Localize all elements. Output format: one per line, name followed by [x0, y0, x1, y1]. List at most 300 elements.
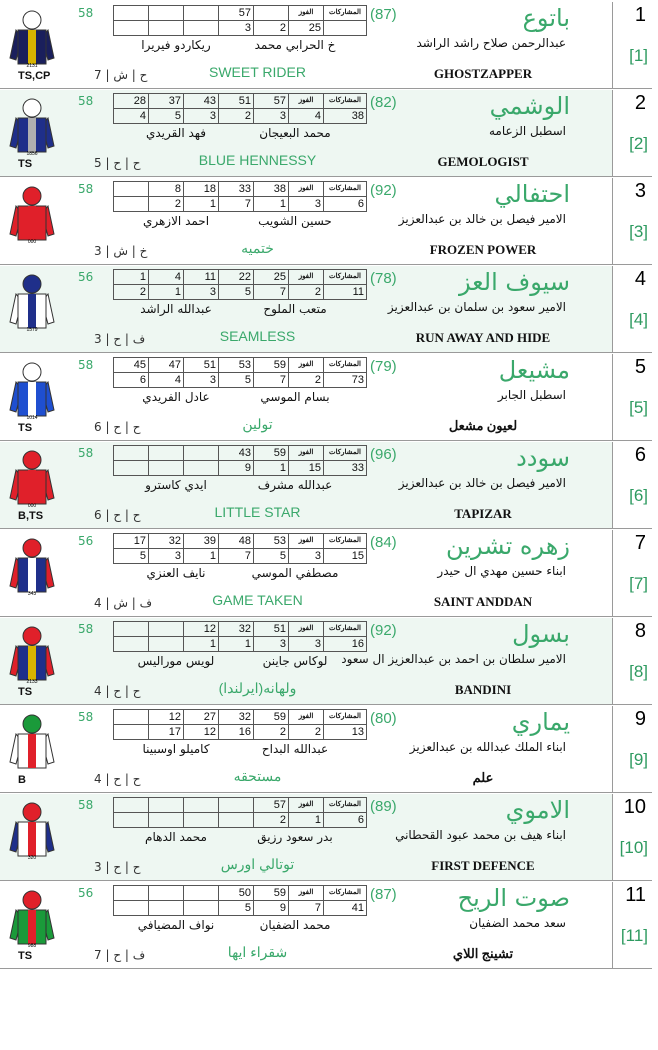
stats-row-2 [114, 373, 367, 388]
silk-accent [28, 558, 36, 592]
sire-name: BANDINI [454, 682, 512, 697]
sire-name: تشينج اللاي [452, 946, 514, 961]
stat-cell: 27 [184, 710, 219, 725]
stat-cell: 25 [289, 21, 324, 36]
runner-number: 8 [634, 620, 646, 642]
runner-row[interactable] [0, 2, 652, 89]
rating: (87) [370, 6, 397, 23]
stats-table [113, 93, 367, 124]
recent-form: ف | ح | 3 [94, 332, 146, 346]
stats-row-1 [114, 622, 367, 637]
jockey-name: ريكاردو فيريرا [141, 38, 211, 52]
stats-row-1 [114, 710, 367, 725]
stats-row-2 [114, 725, 367, 740]
stat-cell: 3 [289, 637, 324, 652]
sire-name: علم [472, 770, 494, 785]
stat-cell [114, 886, 149, 901]
stat-cell: 38 [254, 182, 289, 197]
runner-row[interactable] [0, 178, 652, 265]
stat-cell: 9 [219, 461, 254, 476]
silk-accent [28, 910, 36, 944]
stat-cell: 57 [254, 94, 289, 109]
number-column [612, 2, 652, 88]
owner-name: الامير فيصل بن خالد بن عبدالعزيز [398, 212, 566, 226]
wins-header: الفوز [289, 886, 324, 901]
stat-cell: 4 [114, 109, 149, 124]
rating: (79) [370, 358, 397, 375]
jockey-name: نايف العنزي [146, 566, 206, 580]
owner-name: الامير فيصل بن خالد بن عبدالعزيز [398, 476, 566, 490]
stat-cell: 5 [254, 549, 289, 564]
trainer-name: حسين الشويب [258, 214, 332, 228]
stat-cell [114, 197, 149, 212]
stat-cell: 4 [289, 109, 324, 124]
stats-row-1 [114, 6, 367, 21]
number-column [612, 90, 652, 176]
gear-codes: TS,CP [18, 70, 51, 82]
stat-cell: 38 [324, 109, 367, 124]
rating: (78) [370, 270, 397, 287]
stat-cell [149, 461, 184, 476]
wins-header: الفوز [289, 270, 324, 285]
trainer-name: بسام الموسي [260, 390, 330, 404]
starts-header: المشاركات [324, 798, 367, 813]
dam-name: LITTLE STAR [214, 504, 301, 520]
starts-header: المشاركات [324, 710, 367, 725]
stat-cell: 2 [289, 373, 324, 388]
weight: 58 [78, 798, 94, 812]
jockey-name: عبدالله الراشد [140, 302, 212, 316]
weight: 56 [78, 270, 94, 284]
stat-cell [184, 886, 219, 901]
stat-cell: 3 [184, 109, 219, 124]
stat-cell: 15 [289, 461, 324, 476]
jockey-name: عادل الفريدي [142, 390, 210, 404]
silk-accent [28, 470, 36, 504]
jockey-name: كاميلو اوسبينا [142, 742, 210, 756]
stat-cell [149, 886, 184, 901]
stat-cell [114, 461, 149, 476]
dam-name: GAME TAKEN [212, 592, 303, 608]
stat-cell: 1 [184, 549, 219, 564]
stat-cell: 32 [219, 622, 254, 637]
number-column [612, 354, 652, 440]
silk-number: 2133 [26, 679, 38, 684]
stat-cell: 1 [114, 270, 149, 285]
stat-cell: 59 [254, 446, 289, 461]
runner-row[interactable] [0, 794, 652, 881]
wins-header: الفوز [289, 622, 324, 637]
number-column [612, 178, 652, 264]
horse-name[interactable]: احتفالي [494, 180, 570, 208]
stat-cell: 7 [219, 197, 254, 212]
stat-cell: 13 [324, 725, 367, 740]
horse-name[interactable]: سيوف العز [458, 268, 570, 296]
stats-row-1 [114, 94, 367, 109]
jockey-silks-icon [8, 888, 56, 948]
stat-cell: 59 [254, 710, 289, 725]
wins-header: الفوز [289, 710, 324, 725]
stats-row-1 [114, 358, 367, 373]
silk-cap [23, 363, 41, 381]
recent-form: ح | ح | 4 [94, 772, 141, 786]
stat-cell: 7 [219, 549, 254, 564]
weight: 58 [78, 182, 94, 196]
stat-cell [114, 622, 149, 637]
silk-number: 343 [27, 591, 37, 596]
stat-cell: 11 [324, 285, 367, 300]
silk-cap [23, 715, 41, 733]
number-column [612, 794, 652, 880]
dam-name: توتالي اورس [220, 856, 295, 872]
stat-cell: 5 [219, 373, 254, 388]
stats-table [113, 709, 367, 740]
stat-cell: 4 [149, 373, 184, 388]
stat-cell [184, 901, 219, 916]
stat-cell: 45 [114, 358, 149, 373]
stat-cell: 41 [324, 901, 367, 916]
stat-cell: 57 [219, 6, 254, 21]
trainer-name: بدر سعود رزيق [257, 830, 333, 844]
starts-header: المشاركات [324, 886, 367, 901]
dam-name: SWEET RIDER [209, 64, 306, 80]
sire-name: FIRST DEFENCE [431, 858, 535, 873]
rating: (82) [370, 94, 397, 111]
dam-name: مستحقه [233, 768, 282, 784]
silk-number: 320 [27, 855, 37, 860]
silk-cap [23, 187, 41, 205]
gear-codes: B,TS [18, 510, 44, 522]
stat-cell [149, 6, 184, 21]
stat-cell: 25 [254, 270, 289, 285]
stats-row-2 [114, 637, 367, 652]
stat-cell [149, 446, 184, 461]
silk-accent [28, 822, 36, 856]
stat-cell: 59 [254, 358, 289, 373]
wins-header: الفوز [289, 6, 324, 21]
weight: 58 [78, 94, 94, 108]
stat-cell: 1 [254, 461, 289, 476]
horse-name[interactable]: يماري [511, 708, 570, 736]
stats-row-2 [114, 109, 367, 124]
recent-form: ف | ش | 4 [94, 596, 153, 610]
stat-cell [184, 813, 219, 828]
runner-row[interactable] [0, 266, 652, 353]
stat-cell: 33 [324, 461, 367, 476]
number-column [612, 706, 652, 792]
horse-name[interactable]: بسول [512, 620, 570, 648]
stat-cell [254, 6, 289, 21]
stat-cell [149, 813, 184, 828]
stat-cell: 17 [114, 534, 149, 549]
trainer-name: محمد البعيجان [259, 126, 331, 140]
stat-cell [114, 446, 149, 461]
owner-name: الامير سعود بن سلمان بن عبدالعزيز [387, 300, 566, 314]
gear-codes: TS [18, 950, 33, 962]
stat-cell: 32 [149, 534, 184, 549]
trainer-name: مصطفي الموسي [251, 566, 339, 580]
stat-cell: 6 [324, 197, 367, 212]
weight: 58 [78, 446, 94, 460]
jockey-silks-icon [8, 448, 56, 508]
runner-row[interactable] [0, 90, 652, 177]
stat-cell: 47 [149, 358, 184, 373]
stat-cell: 53 [219, 358, 254, 373]
stat-cell: 2 [254, 725, 289, 740]
stat-cell [184, 6, 219, 21]
stat-cell: 51 [254, 622, 289, 637]
horse-name[interactable]: الاموي [505, 796, 570, 824]
stat-cell: 3 [254, 637, 289, 652]
stat-cell: 1 [184, 197, 219, 212]
sire-name: TAPIZAR [454, 506, 512, 521]
draw-number: [4] [629, 310, 648, 329]
stat-cell [184, 21, 219, 36]
runner-number: 7 [634, 532, 646, 554]
sire-name: SAINT ANDDAN [433, 594, 533, 609]
stat-cell: 57 [254, 798, 289, 813]
wins-header: الفوز [289, 94, 324, 109]
draw-number: [5] [629, 398, 648, 417]
stat-cell: 2 [149, 197, 184, 212]
silk-number: 000 [27, 239, 37, 244]
starts-header: المشاركات [324, 534, 367, 549]
weight: 56 [78, 886, 94, 900]
stat-cell: 1 [149, 285, 184, 300]
draw-number: [6] [629, 486, 648, 505]
silk-number: 1856 [26, 151, 38, 156]
jockey-silks-icon [8, 800, 56, 860]
recent-form: خ | ش | 3 [94, 244, 148, 258]
stats-table [113, 533, 367, 564]
trainer-name: محمد الضفيان [259, 918, 331, 932]
runner-row[interactable] [0, 706, 652, 793]
number-column [612, 882, 652, 968]
silk-accent [28, 382, 36, 416]
recent-form: ف | ح | 7 [94, 948, 146, 962]
stat-cell: 43 [184, 94, 219, 109]
dam-name: تولين [242, 416, 273, 432]
stats-row-1 [114, 446, 367, 461]
recent-form: ح | ح | 5 [94, 156, 141, 170]
silk-accent [28, 734, 36, 768]
silk-number: 000 [27, 503, 37, 508]
stats-table [113, 797, 367, 828]
stat-cell [219, 798, 254, 813]
starts-header: المشاركات [324, 182, 367, 197]
recent-form: ح | ح | 6 [94, 420, 141, 434]
trainer-name: متعب الملوح [263, 302, 327, 316]
runner-row[interactable] [0, 882, 652, 969]
silk-cap [23, 11, 41, 29]
silk-cap [23, 99, 41, 117]
recent-form: ح | ح | 6 [94, 508, 141, 522]
runner-number: 10 [623, 796, 646, 818]
dam-name: SEAMLESS [219, 328, 296, 344]
silk-cap [23, 275, 41, 293]
starts-header: المشاركات [324, 358, 367, 373]
runner-row[interactable] [0, 442, 652, 529]
trainer-name: لوكاس جاينن [262, 654, 328, 668]
rating: (80) [370, 710, 397, 727]
jockey-silks-icon [8, 624, 56, 684]
draw-number: [10] [619, 838, 648, 857]
trainer-name: خ الحرابي محمد [254, 38, 336, 52]
stat-cell: 53 [254, 534, 289, 549]
stat-cell [114, 6, 149, 21]
stat-cell: 48 [219, 534, 254, 549]
stats-table [113, 269, 367, 300]
stat-cell [149, 901, 184, 916]
gear-codes: TS [18, 422, 33, 434]
dam-name: (ولهانه(ايرلندا [218, 680, 297, 696]
jockey-name: محمد الدهام [145, 830, 207, 844]
horse-name[interactable]: زهره تشرين [446, 532, 570, 560]
stat-cell: 6 [114, 373, 149, 388]
stat-cell: 7 [289, 901, 324, 916]
stat-cell: 28 [114, 94, 149, 109]
silk-cap [23, 451, 41, 469]
dam-name: BLUE HENNESSY [198, 152, 317, 168]
stats-table [113, 181, 367, 212]
number-column [612, 618, 652, 704]
gear-codes: TS [18, 158, 33, 170]
silk-number: 1014 [26, 415, 38, 420]
stats-table [113, 621, 367, 652]
stat-cell: 4 [149, 270, 184, 285]
owner-name: اسطبل الجابر [497, 388, 566, 402]
stat-cell [149, 798, 184, 813]
jockey-silks-icon [8, 272, 56, 332]
stat-cell: 16 [324, 637, 367, 652]
runner-number: 1 [634, 4, 646, 26]
owner-name: ابناء حسين مهدي ال حيدر [437, 564, 566, 578]
stats-row-1 [114, 270, 367, 285]
stat-cell: 7 [254, 285, 289, 300]
owner-name: الامير سلطان بن احمد بن عبدالعزيز ال سعود [341, 652, 566, 666]
stats-row-1 [114, 886, 367, 901]
stats-row-2 [114, 549, 367, 564]
jockey-silks-icon [8, 184, 56, 244]
stat-cell: 12 [149, 710, 184, 725]
silk-cap [23, 627, 41, 645]
starts-header: المشاركات [324, 270, 367, 285]
owner-name: ابناء هيف بن محمد عبود القحطاني [395, 828, 566, 842]
rating: (84) [370, 534, 397, 551]
horse-name[interactable]: سودد [516, 444, 570, 472]
stat-cell [114, 21, 149, 36]
recent-form: ح | ش | 7 [94, 68, 148, 82]
silk-number: 1579 [26, 327, 38, 332]
jockey-name: نواف المضيافي [137, 918, 215, 932]
rating: (87) [370, 886, 397, 903]
stat-cell: 3 [254, 109, 289, 124]
stat-cell [114, 798, 149, 813]
gear-codes: B [18, 774, 26, 786]
owner-name: سعد محمد الضفيان [469, 916, 566, 930]
stat-cell: 32 [219, 710, 254, 725]
stat-cell: 43 [219, 446, 254, 461]
stat-cell: 12 [184, 725, 219, 740]
stat-cell: 7 [254, 373, 289, 388]
starts-header: المشاركات [324, 94, 367, 109]
stat-cell: 5 [114, 549, 149, 564]
runner-row[interactable] [0, 618, 652, 705]
stat-cell: 22 [219, 270, 254, 285]
stat-cell: 3 [289, 197, 324, 212]
stat-cell: 2 [114, 285, 149, 300]
stats-row-1 [114, 798, 367, 813]
wins-header: الفوز [289, 446, 324, 461]
stat-cell: 2 [289, 725, 324, 740]
stat-cell [184, 461, 219, 476]
stat-cell: 12 [184, 622, 219, 637]
draw-number: [8] [629, 662, 648, 681]
stat-cell: 9 [254, 901, 289, 916]
weight: 58 [78, 358, 94, 372]
horse-name[interactable]: باتوع [522, 4, 570, 32]
runner-number: 11 [625, 884, 646, 906]
number-column [612, 266, 652, 352]
stats-table [113, 445, 367, 476]
runner-row[interactable] [0, 354, 652, 441]
recent-form: ح | ح | 3 [94, 860, 141, 874]
stat-cell: 39 [184, 534, 219, 549]
stat-cell: 6 [324, 813, 367, 828]
stats-row-1 [114, 534, 367, 549]
draw-number: [11] [620, 926, 648, 945]
horse-name[interactable]: صوت الريح [457, 884, 570, 912]
stat-cell: 5 [219, 285, 254, 300]
number-column [612, 442, 652, 528]
silk-number: 2131 [26, 63, 38, 68]
sire-name: لعيون مشعل [448, 418, 518, 433]
runner-number: 2 [634, 92, 646, 114]
silk-accent [28, 30, 36, 64]
silk-accent [28, 294, 36, 328]
runner-number: 6 [634, 444, 646, 466]
stat-cell: 15 [324, 549, 367, 564]
rating: (92) [370, 622, 397, 639]
sire-name: GEMOLOGIST [437, 154, 529, 169]
starts-header: المشاركات [324, 6, 367, 21]
horse-name[interactable]: الوشمي [489, 92, 570, 120]
jockey-name: ايدي كاسترو [145, 478, 207, 492]
dam-name: شقراء ايها [227, 944, 288, 960]
silk-cap [23, 803, 41, 821]
stat-cell: 17 [149, 725, 184, 740]
runner-row[interactable] [0, 530, 652, 617]
stats-table [113, 885, 367, 916]
stat-cell [114, 901, 149, 916]
stats-row-2 [114, 21, 367, 36]
stat-cell: 16 [219, 725, 254, 740]
runner-number: 9 [634, 708, 646, 730]
stats-row-2 [114, 461, 367, 476]
sire-name: RUN AWAY AND HIDE [415, 330, 551, 345]
dam-name: ختميه [241, 240, 274, 256]
stat-cell [149, 622, 184, 637]
wins-header: الفوز [289, 358, 324, 373]
rating: (89) [370, 798, 397, 815]
stats-row-2 [114, 285, 367, 300]
stat-cell [114, 637, 149, 652]
stat-cell [149, 21, 184, 36]
draw-number: [2] [629, 134, 648, 153]
jockey-silks-icon [8, 536, 56, 596]
draw-number: [7] [629, 574, 648, 593]
horse-name[interactable]: مشيعل [498, 356, 570, 384]
